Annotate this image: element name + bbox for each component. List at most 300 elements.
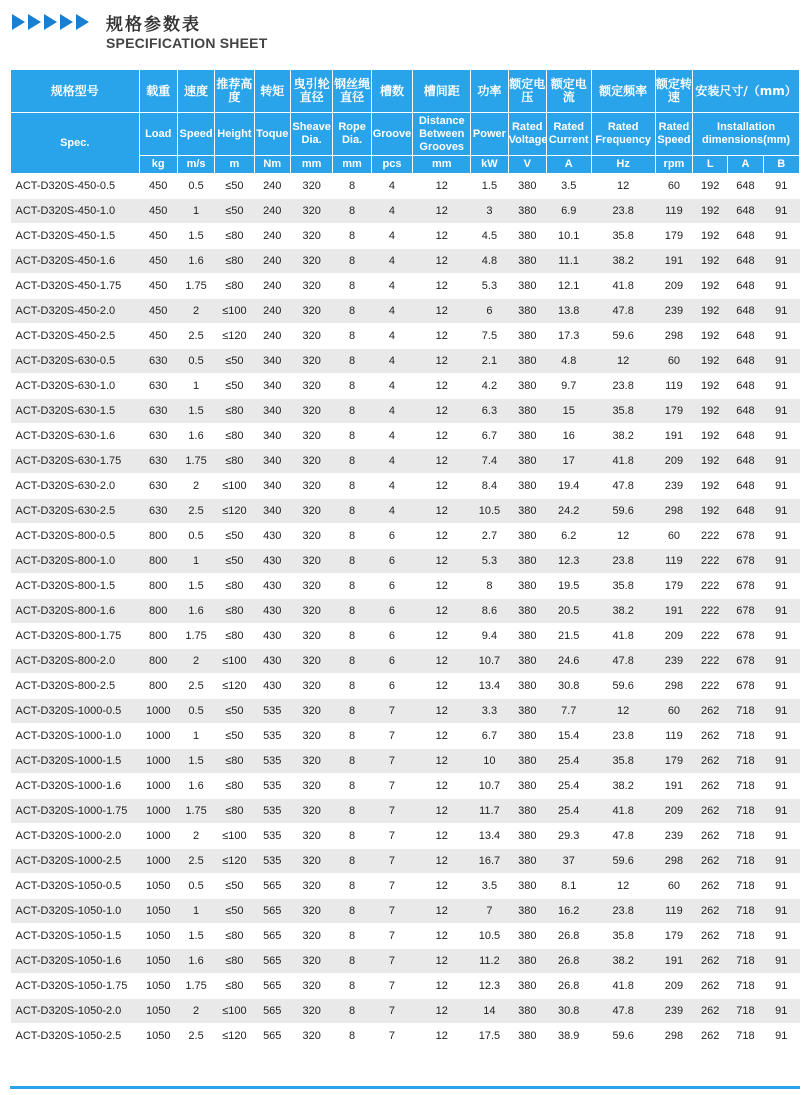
table-cell: 320 [290, 549, 333, 574]
table-cell: 11.1 [546, 249, 591, 274]
spec-table [10, 69, 800, 1049]
table-cell: 630 [139, 474, 177, 499]
table-cell: 8 [333, 874, 371, 899]
table-row [11, 549, 800, 574]
table-cell: 1.75 [177, 974, 214, 999]
table-cell: 59.6 [591, 849, 655, 874]
table-cell: 192 [693, 474, 728, 499]
table-cell: 91 [763, 599, 799, 624]
spec-model-cell: ACT-D320S-630-1.75 [11, 449, 140, 474]
table-cell: 17.5 [471, 1024, 508, 1049]
table-cell: 320 [290, 374, 333, 399]
table-cell: 179 [655, 224, 692, 249]
table-cell: 25.4 [546, 799, 591, 824]
table-cell: 4.8 [471, 249, 508, 274]
table-cell: 12 [413, 549, 471, 574]
table-cell: ≤50 [215, 874, 254, 899]
table-cell: 91 [763, 474, 799, 499]
spec-model-cell: ACT-D320S-450-1.75 [11, 274, 140, 299]
table-cell: 1000 [139, 849, 177, 874]
table-cell: 192 [693, 299, 728, 324]
col-header-en: Power [471, 113, 508, 156]
table-cell: 91 [763, 199, 799, 224]
table-cell: 6.3 [471, 399, 508, 424]
table-row [11, 499, 800, 524]
table-cell: 12 [413, 799, 471, 824]
table-cell: 26.8 [546, 924, 591, 949]
spec-model-cell: ACT-D320S-630-2.5 [11, 499, 140, 524]
table-cell: 535 [254, 799, 290, 824]
table-cell: 6.2 [546, 524, 591, 549]
table-cell: 239 [655, 824, 692, 849]
table-cell: 8 [333, 599, 371, 624]
table-cell: 119 [655, 374, 692, 399]
table-cell: 7 [371, 974, 412, 999]
col-header-en: Rope Dia. [333, 113, 371, 156]
table-cell: 1 [177, 199, 214, 224]
table-row [11, 574, 800, 599]
table-cell: 8 [333, 274, 371, 299]
table-cell: 380 [508, 574, 546, 599]
table-cell: 5.3 [471, 274, 508, 299]
table-cell: 380 [508, 824, 546, 849]
table-cell: 8 [333, 899, 371, 924]
table-cell: 0.5 [177, 524, 214, 549]
table-cell: 1000 [139, 749, 177, 774]
spec-model-cell: ACT-D320S-450-2.5 [11, 324, 140, 349]
table-cell: 8 [333, 974, 371, 999]
table-cell: 240 [254, 224, 290, 249]
table-cell: 7 [371, 824, 412, 849]
table-cell: 38.2 [591, 424, 655, 449]
table-cell: 192 [693, 424, 728, 449]
table-cell: 630 [139, 499, 177, 524]
table-cell: 380 [508, 299, 546, 324]
table-cell: 191 [655, 424, 692, 449]
table-cell: 192 [693, 399, 728, 424]
table-cell: 320 [290, 274, 333, 299]
table-cell: 240 [254, 299, 290, 324]
table-cell: 222 [693, 624, 728, 649]
table-cell: ≤80 [215, 924, 254, 949]
table-cell: ≤80 [215, 274, 254, 299]
table-cell: 15.4 [546, 724, 591, 749]
table-row [11, 174, 800, 199]
table-cell: 4 [371, 449, 412, 474]
table-cell: 91 [763, 549, 799, 574]
table-cell: ≤50 [215, 524, 254, 549]
table-cell: 8 [333, 699, 371, 724]
table-cell: 91 [763, 999, 799, 1024]
table-cell: 7 [371, 699, 412, 724]
table-cell: 2 [177, 474, 214, 499]
table-cell: 240 [254, 324, 290, 349]
table-cell: 179 [655, 574, 692, 599]
col-header-en: Spec. [11, 113, 140, 174]
table-cell: 59.6 [591, 674, 655, 699]
table-cell: 8 [333, 824, 371, 849]
table-cell: ≤50 [215, 899, 254, 924]
table-row [11, 324, 800, 349]
table-cell: 2.1 [471, 349, 508, 374]
table-cell: 7 [371, 1024, 412, 1049]
table-cell: 648 [728, 224, 763, 249]
table-cell: 179 [655, 924, 692, 949]
table-cell: 35.8 [591, 399, 655, 424]
table-cell: 800 [139, 574, 177, 599]
table-cell: 222 [693, 549, 728, 574]
table-cell: 17.3 [546, 324, 591, 349]
table-cell: 320 [290, 1024, 333, 1049]
table-cell: 91 [763, 674, 799, 699]
table-cell: ≤80 [215, 399, 254, 424]
table-cell: 320 [290, 924, 333, 949]
table-cell: 12 [591, 174, 655, 199]
table-cell: 8 [333, 399, 371, 424]
table-cell: 12 [413, 849, 471, 874]
table-cell: 8 [333, 1024, 371, 1049]
table-cell: 380 [508, 174, 546, 199]
table-cell: 12 [413, 999, 471, 1024]
table-cell: 91 [763, 724, 799, 749]
table-cell: 12 [413, 324, 471, 349]
table-cell: 298 [655, 1024, 692, 1049]
col-header-cn: 额定电压 [508, 70, 546, 113]
table-cell: 380 [508, 724, 546, 749]
table-cell: 25.4 [546, 749, 591, 774]
table-cell: 262 [693, 824, 728, 849]
table-cell: 16 [546, 424, 591, 449]
table-cell: 4 [371, 199, 412, 224]
unit-header: mm [413, 156, 471, 174]
table-cell: 1050 [139, 924, 177, 949]
col-header-en: Rated Current [546, 113, 591, 156]
unit-header: m [215, 156, 254, 174]
table-cell: 239 [655, 999, 692, 1024]
table-cell: 10.1 [546, 224, 591, 249]
table-cell: 380 [508, 324, 546, 349]
table-cell: 320 [290, 524, 333, 549]
table-cell: 298 [655, 849, 692, 874]
table-cell: 119 [655, 724, 692, 749]
table-cell: 320 [290, 699, 333, 724]
table-cell: 192 [693, 249, 728, 274]
table-cell: 2 [177, 299, 214, 324]
table-cell: 12 [413, 774, 471, 799]
table-cell: 24.6 [546, 649, 591, 674]
table-cell: 630 [139, 374, 177, 399]
table-cell: 450 [139, 174, 177, 199]
table-cell: 1 [177, 724, 214, 749]
table-cell: 38.9 [546, 1024, 591, 1049]
spec-model-cell: ACT-D320S-800-2.5 [11, 674, 140, 699]
table-cell: 678 [728, 574, 763, 599]
table-cell: 35.8 [591, 224, 655, 249]
spec-model-cell: ACT-D320S-1000-2.5 [11, 849, 140, 874]
table-cell: ≤50 [215, 374, 254, 399]
table-cell: 800 [139, 524, 177, 549]
col-header-cn: 额定电流 [546, 70, 591, 113]
table-cell: 718 [728, 874, 763, 899]
table-cell: 11.2 [471, 949, 508, 974]
table-cell: 1.75 [177, 274, 214, 299]
table-cell: 192 [693, 349, 728, 374]
table-cell: 320 [290, 499, 333, 524]
table-cell: 430 [254, 574, 290, 599]
table-row [11, 774, 800, 799]
col-header-cn: 曳引轮直径 [290, 70, 333, 113]
table-cell: 12 [413, 224, 471, 249]
table-cell: 23.8 [591, 724, 655, 749]
table-cell: 298 [655, 499, 692, 524]
table-cell: ≤80 [215, 424, 254, 449]
table-row [11, 224, 800, 249]
table-cell: 380 [508, 274, 546, 299]
table-cell: 1.5 [177, 924, 214, 949]
table-cell: 535 [254, 774, 290, 799]
table-cell: 262 [693, 799, 728, 824]
table-cell: 8 [333, 299, 371, 324]
table-cell: 630 [139, 349, 177, 374]
table-cell: 678 [728, 599, 763, 624]
table-row [11, 274, 800, 299]
table-cell: 47.8 [591, 649, 655, 674]
table-cell: 430 [254, 599, 290, 624]
unit-header: B [763, 156, 799, 174]
table-row [11, 349, 800, 374]
table-cell: 320 [290, 224, 333, 249]
table-row [11, 874, 800, 899]
col-header-en: Rated Speed [655, 113, 692, 156]
table-cell: 4 [371, 349, 412, 374]
table-cell: 320 [290, 574, 333, 599]
table-cell: 6.7 [471, 724, 508, 749]
table-cell: 340 [254, 499, 290, 524]
col-header-en: Rated Voltage [508, 113, 546, 156]
table-cell: 12 [413, 924, 471, 949]
spec-model-cell: ACT-D320S-1000-1.6 [11, 774, 140, 799]
table-cell: ≤50 [215, 199, 254, 224]
table-cell: 91 [763, 274, 799, 299]
table-cell: 718 [728, 749, 763, 774]
table-cell: 6 [371, 599, 412, 624]
table-cell: 12 [413, 249, 471, 274]
table-cell: 12 [413, 899, 471, 924]
table-cell: 2 [177, 824, 214, 849]
table-cell: 91 [763, 324, 799, 349]
table-row [11, 949, 800, 974]
table-cell: 6.7 [471, 424, 508, 449]
table-cell: 718 [728, 849, 763, 874]
table-cell: 2.5 [177, 849, 214, 874]
table-cell: 1.75 [177, 624, 214, 649]
table-cell: 60 [655, 524, 692, 549]
table-cell: 1.5 [471, 174, 508, 199]
table-cell: 191 [655, 599, 692, 624]
table-cell: 192 [693, 499, 728, 524]
table-cell: 0.5 [177, 349, 214, 374]
table-cell: 13.4 [471, 824, 508, 849]
table-cell: 209 [655, 974, 692, 999]
col-header-en: Height [215, 113, 254, 156]
table-cell: 320 [290, 799, 333, 824]
col-header-cn: 额定频率 [591, 70, 655, 113]
table-cell: 12 [591, 874, 655, 899]
table-cell: 1050 [139, 874, 177, 899]
table-cell: 8 [333, 524, 371, 549]
table-cell: 91 [763, 449, 799, 474]
table-cell: 240 [254, 274, 290, 299]
table-cell: 320 [290, 749, 333, 774]
table-cell: 6 [471, 299, 508, 324]
table-cell: 19.4 [546, 474, 591, 499]
table-cell: 380 [508, 374, 546, 399]
table-cell: 8 [333, 349, 371, 374]
table-cell: 17 [546, 449, 591, 474]
table-cell: 91 [763, 799, 799, 824]
table-cell: 380 [508, 224, 546, 249]
table-row [11, 399, 800, 424]
table-cell: 648 [728, 349, 763, 374]
table-cell: 59.6 [591, 324, 655, 349]
table-cell: 4 [371, 299, 412, 324]
table-cell: ≤50 [215, 724, 254, 749]
table-cell: 340 [254, 374, 290, 399]
table-cell: 4 [371, 174, 412, 199]
table-cell: ≤80 [215, 624, 254, 649]
table-cell: 565 [254, 874, 290, 899]
table-cell: 12 [413, 624, 471, 649]
table-cell: ≤80 [215, 249, 254, 274]
col-header-cn: 钢丝绳直径 [333, 70, 371, 113]
table-cell: 10.5 [471, 499, 508, 524]
spec-model-cell: ACT-D320S-1050-0.5 [11, 874, 140, 899]
table-cell: 262 [693, 1024, 728, 1049]
table-cell: 91 [763, 924, 799, 949]
table-row [11, 649, 800, 674]
table-cell: 12.1 [546, 274, 591, 299]
table-cell: 1050 [139, 999, 177, 1024]
table-cell: 60 [655, 174, 692, 199]
table-cell: 1.6 [177, 949, 214, 974]
table-cell: 2 [177, 999, 214, 1024]
table-cell: 262 [693, 724, 728, 749]
table-cell: 380 [508, 974, 546, 999]
table-cell: 450 [139, 224, 177, 249]
table-cell: 3.5 [471, 874, 508, 899]
table-cell: 340 [254, 349, 290, 374]
table-cell: 7 [371, 999, 412, 1024]
table-cell: ≤120 [215, 849, 254, 874]
table-cell: 262 [693, 974, 728, 999]
table-cell: ≤100 [215, 299, 254, 324]
table-cell: ≤80 [215, 774, 254, 799]
table-cell: 91 [763, 849, 799, 874]
table-cell: 648 [728, 199, 763, 224]
table-cell: 320 [290, 849, 333, 874]
table-cell: 630 [139, 449, 177, 474]
col-header-cn: 功率 [471, 70, 508, 113]
table-cell: 320 [290, 624, 333, 649]
table-row [11, 374, 800, 399]
table-cell: 718 [728, 1024, 763, 1049]
table-cell: 320 [290, 999, 333, 1024]
table-row [11, 599, 800, 624]
table-cell: 4 [371, 249, 412, 274]
table-cell: 535 [254, 749, 290, 774]
table-cell: 8 [333, 374, 371, 399]
table-cell: 91 [763, 624, 799, 649]
table-cell: 262 [693, 949, 728, 974]
table-cell: 7 [471, 899, 508, 924]
table-cell: 4 [371, 499, 412, 524]
table-row [11, 1024, 800, 1049]
col-header-en: Installation dimensions(mm) [693, 113, 800, 156]
table-cell: 320 [290, 399, 333, 424]
table-cell: 91 [763, 374, 799, 399]
spec-model-cell: ACT-D320S-800-1.5 [11, 574, 140, 599]
table-cell: 12 [413, 474, 471, 499]
table-cell: 320 [290, 324, 333, 349]
table-cell: 535 [254, 699, 290, 724]
table-cell: 320 [290, 899, 333, 924]
spec-table-body [11, 174, 800, 1049]
arrow-right-icon [28, 14, 41, 30]
table-cell: 380 [508, 674, 546, 699]
spec-model-cell: ACT-D320S-1050-1.6 [11, 949, 140, 974]
table-cell: 222 [693, 599, 728, 624]
table-cell: 25.4 [546, 774, 591, 799]
table-cell: 239 [655, 299, 692, 324]
spec-model-cell: ACT-D320S-630-1.5 [11, 399, 140, 424]
table-cell: 179 [655, 399, 692, 424]
table-cell: 535 [254, 824, 290, 849]
table-cell: 800 [139, 674, 177, 699]
table-cell: ≤50 [215, 549, 254, 574]
table-cell: 380 [508, 1024, 546, 1049]
table-cell: 340 [254, 424, 290, 449]
table-row [11, 724, 800, 749]
table-cell: 535 [254, 724, 290, 749]
table-cell: 3 [471, 199, 508, 224]
table-cell: 91 [763, 499, 799, 524]
table-cell: ≤80 [215, 224, 254, 249]
table-cell: 47.8 [591, 824, 655, 849]
table-cell: 6 [371, 649, 412, 674]
spec-model-cell: ACT-D320S-450-1.6 [11, 249, 140, 274]
table-row [11, 974, 800, 999]
table-cell: 380 [508, 624, 546, 649]
unit-header: mm [333, 156, 371, 174]
table-cell: 10.5 [471, 924, 508, 949]
table-cell: 6 [371, 674, 412, 699]
table-cell: 179 [655, 749, 692, 774]
table-cell: ≤80 [215, 949, 254, 974]
table-cell: 91 [763, 899, 799, 924]
table-cell: 12 [413, 524, 471, 549]
table-row [11, 824, 800, 849]
unit-header: V [508, 156, 546, 174]
table-cell: 10.7 [471, 649, 508, 674]
col-header-en: Rated Frequency [591, 113, 655, 156]
table-cell: 320 [290, 674, 333, 699]
table-cell: 320 [290, 249, 333, 274]
table-cell: 8 [333, 999, 371, 1024]
table-cell: 648 [728, 449, 763, 474]
table-cell: 565 [254, 999, 290, 1024]
table-cell: 298 [655, 674, 692, 699]
table-cell: 1 [177, 899, 214, 924]
